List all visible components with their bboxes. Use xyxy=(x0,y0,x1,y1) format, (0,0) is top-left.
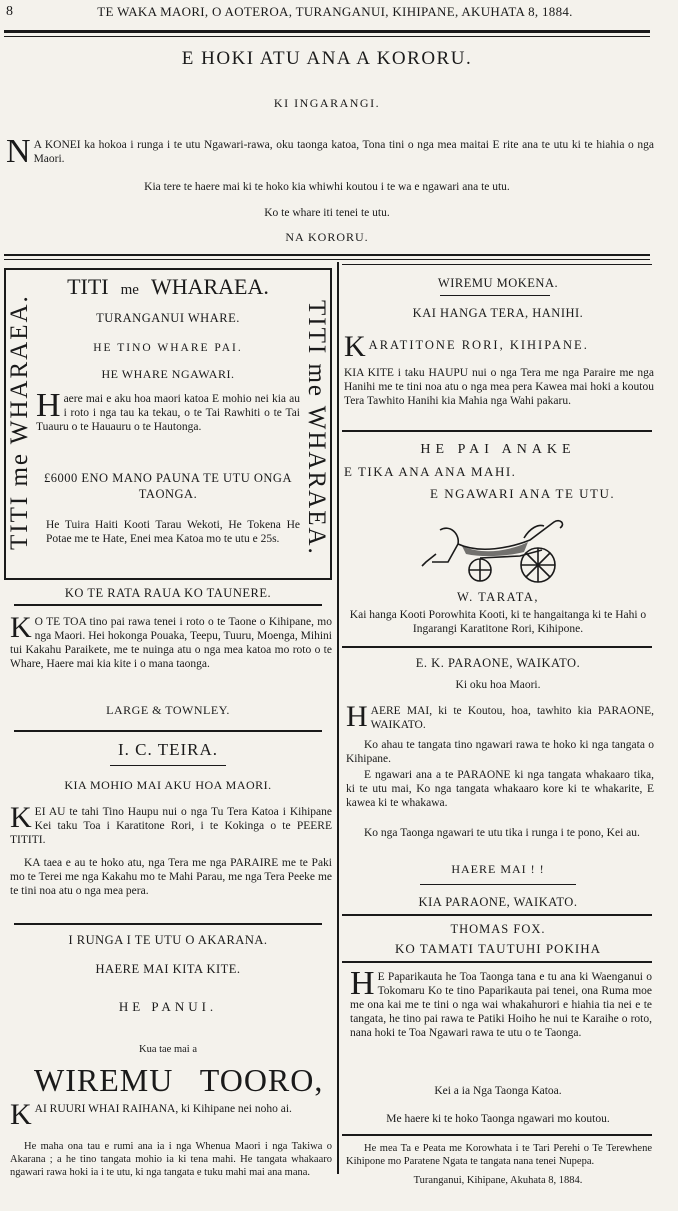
fox-line3: Me haere ki te hoko Taonga ngawari mo koutou. xyxy=(386,1113,610,1125)
paraone-rule xyxy=(420,884,576,885)
kororu-body3: Ko te whare iti tenei te utu. xyxy=(264,207,390,219)
page-number: 8 xyxy=(6,4,13,19)
mokena-drop-cap: K xyxy=(344,330,366,363)
mokena-body: KIA KITE i taku HAUPU nui o nga Tera me nga Paraire me nga Hanihi me te tini noa atu o nga mea pera Kawea mai hoki a koutou Tera Tawhito Hanihi kia Mahia nga Wahi pakaru. xyxy=(344,367,654,407)
fox-body-text: E Paparikauta he Toa Taonga tana e tu ana ki Waenganui o Tokomaru Ko te tino Paparikauta pai tenei, ona Ruma moe me ona kai me te tini o nga wai whakahurori e hiahia tia nei e te tangata, he tino pai rawa te Patiki Hoiho he nui te Karaihe o roto, nana hoki te Toa Ngawari rawa te utu o te Taonga. xyxy=(350,971,652,1039)
paraone-haere: HAERE MAI ! ! xyxy=(451,862,545,876)
fox-line2: Kei a ia Nga Taonga Katoa. xyxy=(434,1085,562,1097)
section-rule-thin xyxy=(4,259,650,260)
carriage-illustration xyxy=(420,510,570,584)
titi-body xyxy=(36,387,300,434)
kororu-signature: NA KORORU. xyxy=(285,230,369,244)
imprint-body: He mea Ta e Peata me Korowhata i te Tari Perehi o Te Terewhene Kihipone mo Paratene Ngata te tangata nana tenei Nupepa. xyxy=(346,1143,652,1167)
fox-rule xyxy=(342,961,652,963)
titi-sub3: HE WHARE NGAWARI. xyxy=(101,367,235,381)
mokena-sub: KAI HANGA TERA, HANIHI. xyxy=(412,306,584,320)
paraone-body2: Ko ahau te tangata tino ngawari rawa te hoko ki nga tangata o Kihipane. xyxy=(346,739,654,765)
taunere-heading: KO TE RATA RAUA KO TAUNERE. xyxy=(64,586,272,600)
mokena-heading: WIREMU MOKENA. xyxy=(437,276,559,290)
taunere-body-text: O TE TOA tino pai rawa tenei i roto o te Taone o Kihipane, mo nga Maori. Hei hokonga Pouaka, Teepu, Tuuru, Moenga, Mihini tui Kakahu Paraikete, me te nuinga atu o nga mea katoa mo roto o te Whare, Haere mai kia kite i o mana taonga. xyxy=(10,616,332,670)
akarana-line2: HAERE MAI KITA KITE. xyxy=(95,962,241,976)
taunere-signature: LARGE & TOWNLEY. xyxy=(106,703,230,717)
tooro-intro: Kua tae mai a xyxy=(138,1044,197,1055)
teira-heading: I. C. TEIRA. xyxy=(118,740,218,759)
titi-heading-b: WHARAEA. xyxy=(150,274,269,299)
teira-body2: KA taea e au te hoko atu, nga Tera me nga PARAIRE me te Paki mo te Terei me nga Kakahu mo te Mahi Parau, me nga Tera Peeke me te tini noa atu o nga mea pera. xyxy=(10,857,332,897)
teira-rule xyxy=(110,765,226,766)
tarata-line3: E NGAWARI ANA TE UTU. xyxy=(430,486,616,501)
paraone-body1-text: AERE MAI, ki te Koutou, hoa, tawhito kia PARAONE, WAIKATO. xyxy=(370,705,654,731)
paraone-body4: Ko nga Taonga ngawari te utu tika i runga i te pono, Kei au. xyxy=(364,827,640,839)
tarata-line2: E TIKA ANA ANA MAHI. xyxy=(344,464,517,479)
kororu-body-text: A KONEI ka hokoa i runga i te utu Ngawari-rawa, oku taonga katoa, Tona tini o nga mea maitai E rite ana te utu ki te hiahia o nga Maori. xyxy=(33,139,654,165)
titi-side-left: TITI me WHARAEA. xyxy=(6,294,33,550)
paraone-heading: E. K. PARAONE, WAIKATO. xyxy=(415,656,581,670)
section-rule xyxy=(4,254,650,256)
tooro-drop-cap: K xyxy=(10,1098,32,1131)
masthead-title: TE WAKA MAORI, O AOTEROA, TURANGANUI, KIHIPANE, AKUHATA 8, 1884. xyxy=(97,4,573,19)
paraone-body3: E ngawari ana a te PARAONE ki nga tangata whakaaro tika, ki te utu mai, Ko nga tangata whakaaro kore ki te whakarite, E kawea ki te whakawa. xyxy=(346,769,654,809)
titi-heading-a: TITI xyxy=(67,274,109,299)
titi-sub2: HE TINO WHARE PAI. xyxy=(93,342,243,354)
paraone-signature: KIA PARAONE, WAIKATO. xyxy=(418,895,578,909)
masthead-rule xyxy=(4,30,650,33)
fox-drop-cap: H xyxy=(350,965,375,1002)
paraone-bottom-rule xyxy=(342,914,652,916)
kororu-body xyxy=(6,133,654,170)
column-divider xyxy=(337,262,339,1174)
kororu-body2: Kia tere te haere mai ki te hoko kia whiwhi koutou i te wa e ngawari ana te utu. xyxy=(144,181,510,193)
teira-sub: KIA MOHIO MAI AKU HOA MAORI. xyxy=(64,778,272,792)
tarata-bottom-rule xyxy=(342,646,652,648)
taunere-bottom-rule xyxy=(14,730,322,732)
paraone-drop-cap: H xyxy=(346,700,368,733)
titi-drop-cap: H xyxy=(36,387,61,424)
titi-body-text: aere mai e aku hoa maori katoa E mohio nei kia au i roto i nga tau ka tekau, o te Tai Rawhiti o te Tai Tuauru o te Hauauru o te Hautonga. xyxy=(36,393,300,433)
kororu-drop-cap: N xyxy=(6,133,31,170)
tooro-body1-text: AI RUURI WHAI RAIHANA, ki Kihipane nei noho ai. xyxy=(34,1103,292,1115)
akarana-line1: I RUNGA I TE UTU O AKARANA. xyxy=(68,933,268,947)
paraone-body1 xyxy=(346,700,654,733)
kororu-subheading: KI INGARANGI. xyxy=(273,96,381,110)
right-top-rule xyxy=(342,264,652,265)
titi-heading xyxy=(36,274,300,300)
tarata-line1: HE PAI ANAKE xyxy=(420,442,576,457)
mokena-sub2-block xyxy=(344,330,654,363)
taunere-drop-cap: K xyxy=(10,611,32,644)
taunere-rule xyxy=(14,604,322,606)
fox-bottom-rule xyxy=(342,1134,652,1136)
teira-drop-cap: K xyxy=(10,801,32,834)
fox-sub: KO TAMATI TAUTUHI POKIHA xyxy=(395,941,601,956)
tarata-body: Kai hanga Kooti Porowhita Kooti, ki te hangaitanga ki te Hahi o Ingarangi Karatitone Rori, Kihipone. xyxy=(349,609,647,635)
tooro-body2: He maha ona tau e rumi ana ia i nga Whenua Maori i nga Takiwa o Akarana ; a he tino tangata mohio ia ki tena mahi. He tangata whakaaro ngawari rawa hoki ia i te utu, ki nga tangata e tuku mahi mai ana mana. xyxy=(10,1141,332,1178)
titi-sub1: TURANGANUI WHARE. xyxy=(96,311,240,325)
mokena-bottom-rule xyxy=(342,430,652,432)
mokena-sub2: ARATITONE RORI, KIHIPANE. xyxy=(368,338,589,352)
taunere-body xyxy=(10,611,332,671)
teira-body1-text: EI AU te tahi Tino Haupu nui o nga Tu Tera Katoa i Kihipane Kei taku Toa i Karatitone Rori, i te Kokinga o te PEERE TITITI. xyxy=(10,806,332,846)
teira-body1 xyxy=(10,801,332,847)
kororu-heading: E HOKI ATU ANA A KORORU. xyxy=(181,48,473,69)
imprint-dateline: Turanganui, Kihipane, Akuhata 8, 1884. xyxy=(413,1175,583,1186)
tooro-body1 xyxy=(10,1098,332,1131)
titi-amount: £6000 ENO MANO PAUNA TE UTU ONGA TAONGA. xyxy=(44,471,292,501)
teira-bottom-rule xyxy=(14,923,322,925)
tooro-name: WIREMU TOORO, xyxy=(34,1062,324,1098)
masthead-rule-thin xyxy=(4,36,650,37)
fox-body xyxy=(350,965,652,1040)
paraone-sub: Ki oku hoa Maori. xyxy=(455,679,541,691)
mokena-rule xyxy=(440,295,550,296)
titi-body2: He Tuira Haiti Kooti Tarau Wekoti, He Tokena He Potae me te Hate, Enei mea Katoa mo te utu e 25s. xyxy=(46,519,300,545)
tarata-name: W. TARATA, xyxy=(456,590,540,604)
titi-side-right: TITI me WHARAEA. xyxy=(303,300,330,556)
akarana-line3: HE PANUI. xyxy=(118,999,218,1014)
fox-heading: THOMAS FOX. xyxy=(450,922,546,936)
titi-heading-me: me xyxy=(120,282,139,298)
